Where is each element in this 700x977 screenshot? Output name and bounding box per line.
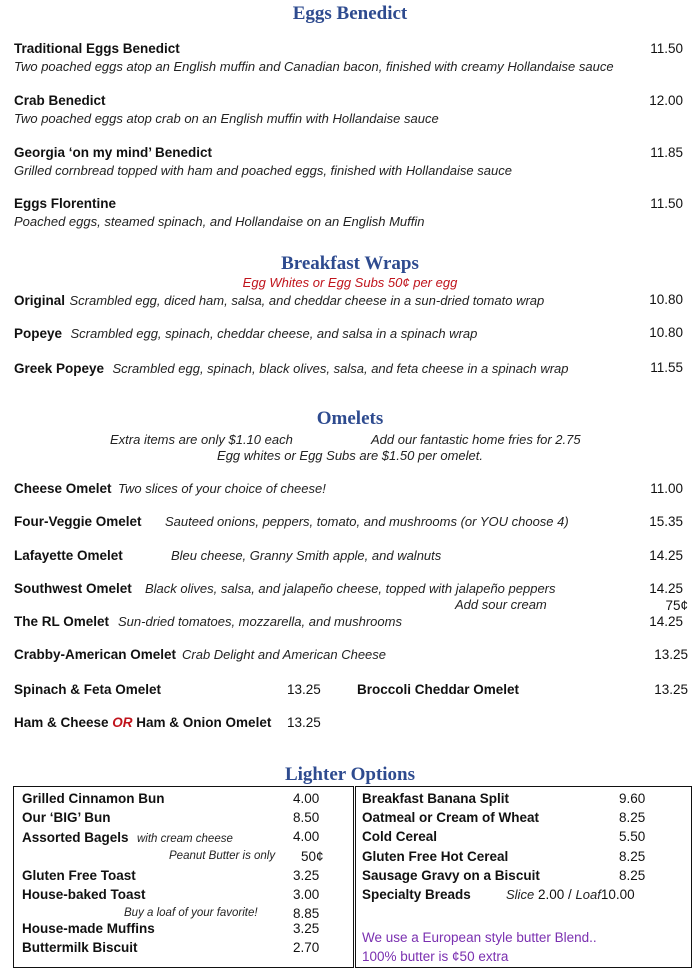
bagel-note: with cream cheese <box>137 833 233 845</box>
menu-item-name: Our ‘BIG’ Bun <box>22 810 111 825</box>
menu-item-name: Gluten Free Toast <box>22 868 136 883</box>
menu-item-price: 8.25 <box>619 810 646 825</box>
menu-item-price: 3.25 <box>293 921 320 936</box>
menu-item-price: 14.25 <box>649 581 683 596</box>
or-label: OR <box>112 715 133 730</box>
menu-item-price: 8.50 <box>293 810 320 825</box>
loaf-note: Buy a loaf of your favorite! <box>124 907 258 919</box>
specialty-breads-prices <box>506 887 635 902</box>
menu-item <box>14 292 544 310</box>
menu-item <box>22 829 233 847</box>
menu-item-description: Scrambled egg, spinach, cheddar cheese, and salsa in a spinach wrap <box>70 326 478 341</box>
loaf-price: 8.85 <box>293 906 320 921</box>
slice-label: Slice <box>506 887 535 902</box>
menu-item-price: 12.00 <box>649 93 683 108</box>
egg-whites-note: Egg whites or Egg Subs are $1.50 per omelet. <box>217 448 483 463</box>
peanut-butter-note: Peanut Butter is only <box>169 850 276 862</box>
loaf-bread-price: 10.00 <box>600 887 635 902</box>
menu-item-price: 13.25 <box>287 715 321 730</box>
menu-item-name: Broccoli Cheddar Omelet <box>357 682 520 697</box>
menu-item-description: Scrambled egg, diced ham, salsa, and cheddar cheese in a sun-dried tomato wrap <box>69 293 545 308</box>
menu-item-price: 11.50 <box>650 196 683 211</box>
slice-price: 2.00 <box>537 887 565 902</box>
section-title-eggs-benedict: Eggs Benedict <box>292 3 408 24</box>
menu-item-name: Lafayette Omelet <box>14 548 123 563</box>
menu-item-description: Two poached eggs atop an English muffin and Canadian bacon, finished with creamy Hollandaise sauce <box>14 59 614 74</box>
menu-item-name: Crab Benedict <box>14 93 106 108</box>
menu-item-description: Sun-dried tomatoes, mozzarella, and mushrooms <box>118 614 402 629</box>
menu-item-name: Georgia ‘on my mind’ Benedict <box>14 145 213 160</box>
menu-item-name: Eggs Florentine <box>14 196 117 211</box>
section-title-lighter-options: Lighter Options <box>284 764 416 785</box>
menu-item-price: 13.25 <box>287 682 321 697</box>
menu-item-description: Poached eggs, steamed spinach, and Hollandaise on an English Muffin <box>14 214 425 229</box>
menu-item-description: Bleu cheese, Granny Smith apple, and walnuts <box>171 548 442 563</box>
menu-item-name: Crabby-American Omelet <box>14 647 177 662</box>
menu-item-name: Cold Cereal <box>362 829 438 844</box>
menu-item-description: Sauteed onions, peppers, tomato, and mushrooms (or YOU choose 4) <box>165 514 569 529</box>
menu-item-description: Crab Delight and American Cheese <box>182 647 387 662</box>
menu-item-description: Scrambled egg, spinach, black olives, salsa, and feta cheese in a spinach wrap <box>112 361 569 376</box>
menu-item-name: Traditional Eggs Benedict <box>14 41 180 56</box>
menu-item-price: 14.25 <box>649 614 683 629</box>
menu-item-name: Southwest Omelet <box>14 581 132 596</box>
menu-item-price: 8.25 <box>619 849 646 864</box>
menu-item-price: 2.70 <box>293 940 320 955</box>
menu-item-name: Buttermilk Biscuit <box>22 940 138 955</box>
menu-item-description: Black olives, salsa, and jalapeño cheese, topped with jalapeño peppers <box>145 581 556 596</box>
menu-item-price: 8.25 <box>619 868 646 883</box>
menu-item-price: 10.80 <box>649 325 683 340</box>
menu-item-description: Two poached eggs atop crab on an English muffin with Hollandaise sauce <box>14 111 439 126</box>
loaf-label: Loaf <box>575 887 601 902</box>
sour-cream-price: 75¢ <box>665 598 688 613</box>
menu-item-price: 13.25 <box>654 647 688 662</box>
menu-item-name: Oatmeal or Cream of Wheat <box>362 810 540 825</box>
menu-item-name <box>14 715 271 730</box>
menu-item-name: Sausage Gravy on a Biscuit <box>362 868 540 883</box>
menu-item-price: 15.35 <box>649 514 683 529</box>
egg-subs-note: Egg Whites or Egg Subs 50¢ per egg <box>242 275 458 290</box>
menu-item-name: Spinach & Feta Omelet <box>14 682 162 697</box>
menu-item-name: The RL Omelet <box>14 614 110 629</box>
menu-item-name: House-baked Toast <box>22 887 146 902</box>
menu-item-name: House-made Muffins <box>22 921 155 936</box>
menu-item-name: Cheese Omelet <box>14 481 112 496</box>
menu-item-price: 13.25 <box>654 682 688 697</box>
menu-item-price: 3.00 <box>293 887 320 902</box>
menu-item-name: Specialty Breads <box>362 887 471 902</box>
menu-item-price: 10.80 <box>649 292 683 307</box>
sour-cream-note: Add sour cream <box>455 597 547 612</box>
section-title-omelets: Omelets <box>316 408 384 429</box>
menu-item-name: Greek Popeye <box>14 361 105 376</box>
ham-onion-label: Ham & Onion Omelet <box>132 715 272 730</box>
menu-item-price: 9.60 <box>619 791 646 806</box>
peanut-butter-price: 50¢ <box>301 849 324 864</box>
butter-extra-note: 100% butter is ¢50 extra <box>362 949 509 964</box>
price-separator: / <box>568 887 572 902</box>
menu-item-name: Four-Veggie Omelet <box>14 514 142 529</box>
menu-item-price: 3.25 <box>293 868 320 883</box>
menu-item-name: Breakfast Banana Split <box>362 791 510 806</box>
menu-item-price: 14.25 <box>649 548 683 563</box>
menu-item-name: Assorted Bagels <box>22 830 129 845</box>
extra-items-note: Extra items are only $1.10 each <box>110 432 293 447</box>
menu-item-description: Grilled cornbread topped with ham and poached eggs, finished with Hollandaise sauce <box>14 163 512 178</box>
menu-item-price: 5.50 <box>619 829 646 844</box>
menu-item-name: Gluten Free Hot Cereal <box>362 849 509 864</box>
menu-item <box>14 325 477 343</box>
menu-item-description: Two slices of your choice of cheese! <box>118 481 326 496</box>
ham-cheese-label: Ham & Cheese <box>14 715 113 730</box>
menu-item <box>14 360 569 378</box>
menu-item-price: 4.00 <box>293 829 320 844</box>
menu-item-price: 11.55 <box>650 360 683 375</box>
menu-item-name: Grilled Cinnamon Bun <box>22 791 165 806</box>
menu-item-price: 11.00 <box>650 481 683 496</box>
butter-note: We use a European style butter Blend.. <box>362 930 597 945</box>
menu-item-price: 4.00 <box>293 791 320 806</box>
home-fries-note: Add our fantastic home fries for 2.75 <box>371 432 581 447</box>
menu-item-name: Original <box>14 293 66 308</box>
menu-item-price: 11.85 <box>650 145 683 160</box>
menu-item-name: Popeye <box>14 326 63 341</box>
menu-item-price: 11.50 <box>650 41 683 56</box>
section-title-breakfast-wraps: Breakfast Wraps <box>281 253 419 274</box>
